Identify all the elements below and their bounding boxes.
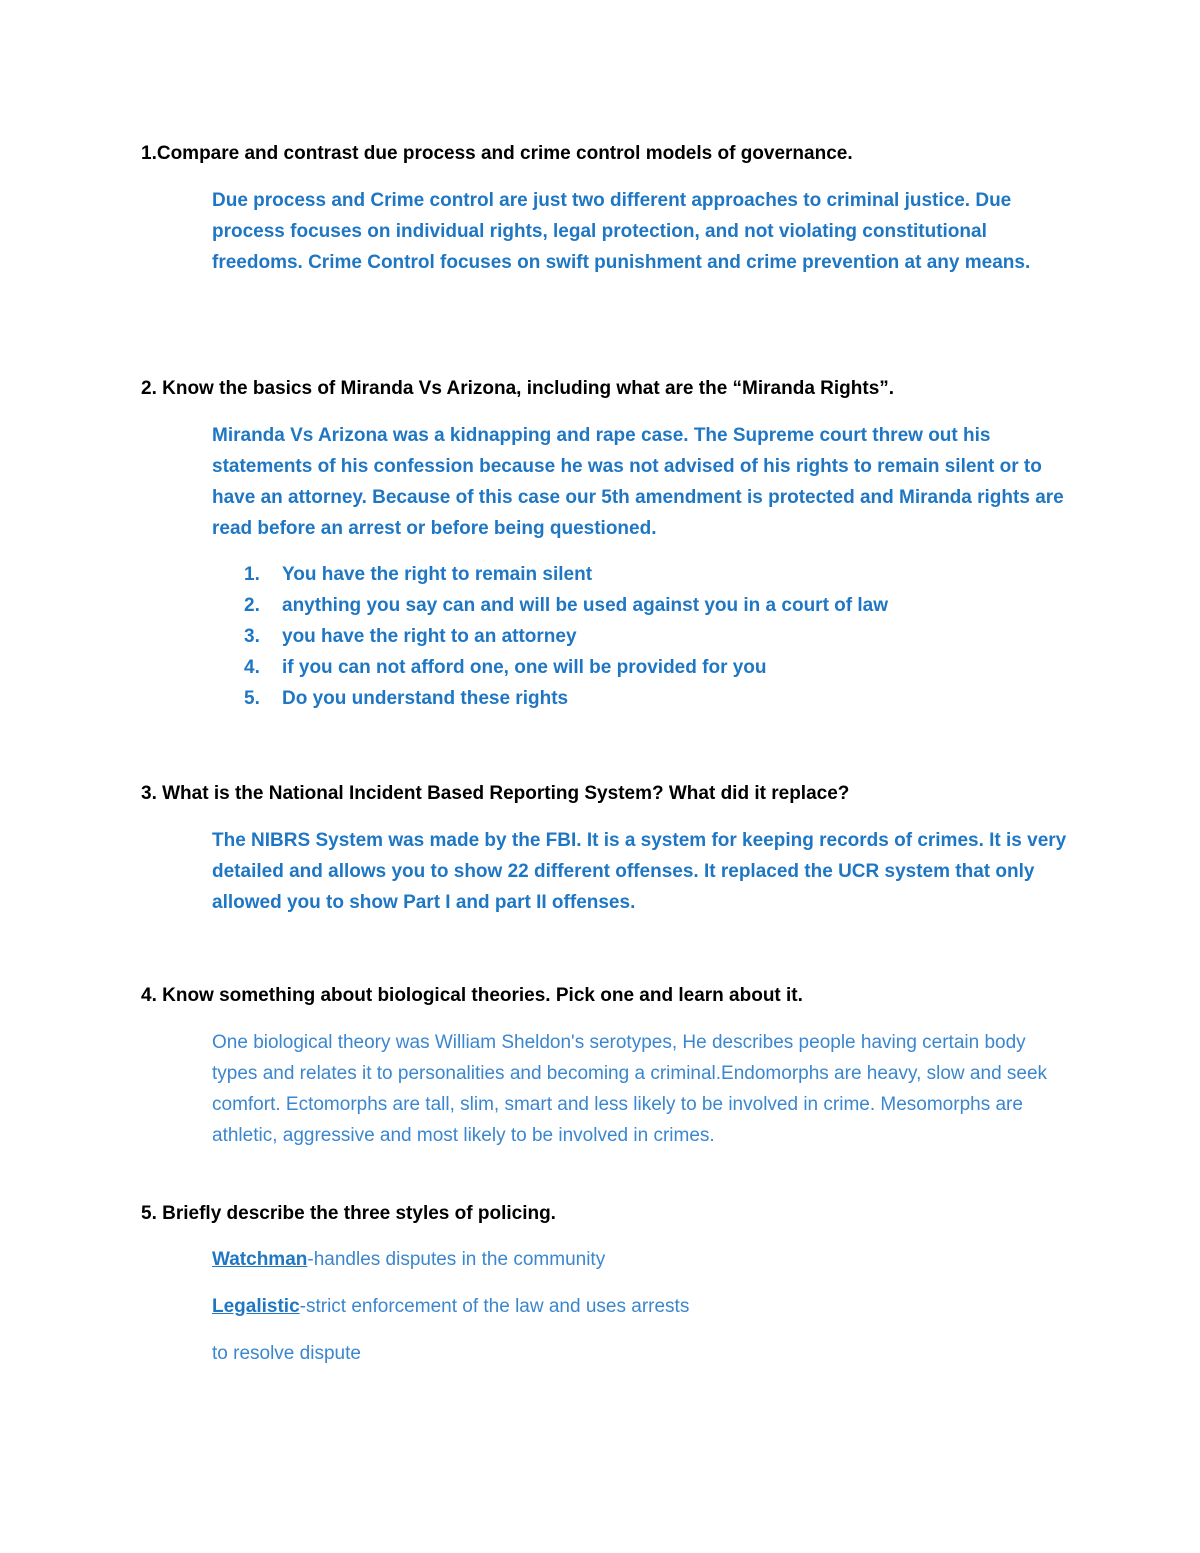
question-2-answer: Miranda Vs Arizona was a kidnapping and rape case. The Supreme court threw out his statements of his confession because he was not advised of his rights to remain silent or to have an attorney. Because of this case our 5th amendment is protected and Miranda rights are read before an arrest or before being questioned. [212,425,1064,539]
question-5-prompt: 5. Briefly describe the three styles of policing. [141,1203,556,1224]
list-number: 1. [244,564,260,585]
style-term: Legalistic [212,1296,300,1317]
question-4-answer: One biological theory was William Sheldon's serotypes, He describes people having certain body types and relates it to personalities and becoming a criminal.Endomorphs are heavy, slow and seek comfort. Ectomorphs are tall, slim, smart and less likely to be involved in crime. Mesomorphs are athletic, aggressive and most likely to be involved in crimes. [212,1032,1048,1146]
style-description: -strict enforcement of the law and uses arrests [299,1296,690,1317]
list-number: 4. [244,657,260,678]
question-3-answer: The NIBRS System was made by the FBI. It is a system for keeping records of crimes. It is very detailed and allows you to show 22 different offenses. It replaced the UCR system that only allowed you to show Part I and part II offenses. [212,830,1067,913]
policing-style-continuation: to resolve dispute [212,1343,361,1364]
question-1-answer: Due process and Crime control are just two different approaches to criminal justice. Due process focuses on individual rights, legal protection, and not violating constitutional freedoms. Crime Control focuses on swift punishment and crime prevention at any means. [212,190,1031,273]
list-item [244,652,888,683]
list-item [244,559,888,590]
question-4-prompt: 4. Know something about biological theories. Pick one and learn about it. [141,985,803,1006]
list-number: 5. [244,688,260,709]
list-item [244,621,888,652]
style-term: Watchman [212,1249,308,1270]
list-number: 2. [244,595,260,616]
style-description: -handles disputes in the community [307,1249,606,1270]
question-3-prompt: 3. What is the National Incident Based Reporting System? What did it replace? [141,783,850,804]
policing-style-legalistic [212,1293,689,1321]
policing-style-watchman [212,1246,605,1274]
miranda-rights-list [244,559,888,714]
list-item-text: You have the right to remain silent [282,564,593,585]
list-item-text: if you can not afford one, one will be provided for you [282,657,767,678]
list-item [244,683,888,714]
question-1-prompt: 1.Compare and contrast due process and crime control models of governance. [141,143,853,164]
list-item [244,590,888,621]
list-item-text: Do you understand these rights [282,688,569,709]
question-2-prompt: 2. Know the basics of Miranda Vs Arizona, including what are the “Miranda Rights”. [141,378,895,399]
list-item-text: you have the right to an attorney [282,626,577,647]
list-item-text: anything you say can and will be used against you in a court of law [282,595,889,616]
list-number: 3. [244,626,260,647]
